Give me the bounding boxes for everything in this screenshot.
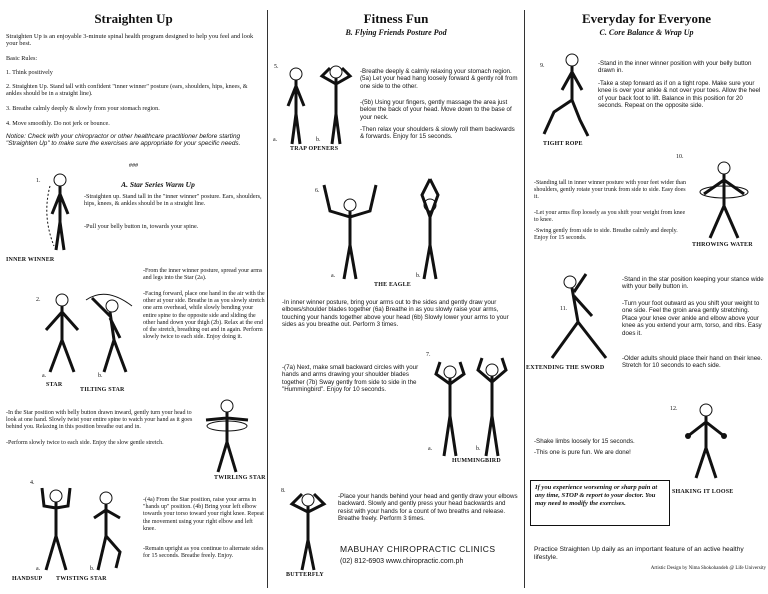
fig11-caption: EXTENDING THE SWORD (526, 365, 605, 371)
figure-number: 9. (540, 63, 545, 69)
figure-number: 8. (281, 488, 286, 494)
extending-the-sword-figure (540, 270, 620, 362)
fig12-text-1: -Shake limbs loosely for 15 seconds. (534, 438, 635, 445)
col2-title: Fitness Fun (363, 11, 429, 26)
col1-title: Straighten Up (94, 11, 173, 26)
fig6-caption: THE EAGLE (374, 282, 411, 288)
figure-number: 4. (30, 480, 35, 486)
fig3-caption: TWIRLING STAR (214, 475, 266, 481)
figure-number: 10. (676, 154, 684, 160)
fig6-text: -In inner winner posture, bring your arms out to the sides and gently draw your elbows/shoulder blades together (6a) Breathe in as you slowly raise your arms, touching your hands together above your head (6b) Slowly lower your arms to your sides as you breathe out. Perform 3 times. (282, 299, 509, 329)
fig3-text-2: -Perform slowly twice to each side. Enjoy the slow gentle stretch. (6, 440, 164, 446)
label-a: a. (273, 137, 278, 143)
warning-box (530, 480, 670, 526)
fig2-text-2: -Facing forward, place one hand in the air with the other at your side. Breathe in as you slowly stretch one arm overhead, while slowly bending your entire spine to the opposite side and sliding the other hand down your thigh (2b). Relax at the end of the stretch, breathing out and in again. Perform slowly twice to each side. Enjoy doing it. (143, 291, 265, 341)
rule-3: 3. Breathe calmly deeply & slowly from your stomach region. (6, 105, 160, 112)
label-b: b. (90, 566, 95, 572)
fig4-caption-a: HANDSUP (12, 576, 43, 582)
fig7-text: -(7a) Next, make small backward circles with your hands and arms drawing your shoulder blades together (7b) Sway gently from side to side in the "Hummingbird". Enjoy for 10 seconds. (282, 364, 419, 394)
fig9-caption: TIGHT ROPE (543, 141, 583, 147)
figure-number: 1. (36, 178, 41, 184)
credit-text: Artistic Design by Nima Shokohandeh @ Life University (650, 566, 766, 571)
star-figures (40, 290, 140, 375)
fig7-caption: HUMMINGBIRD (452, 458, 501, 464)
figure-number: 11. (560, 306, 568, 312)
the-eagle-figures (318, 175, 468, 283)
label-b: b. (98, 373, 103, 379)
fig10-text-3: -Swing gently from side to side. Breathe calmly and deeply. Enjoy for 15 seconds. (534, 228, 678, 242)
shaking-it-loose-figure (680, 400, 732, 480)
fig11-text-3: -Older adults should place their hand on their knee. Stretch for 10 seconds to each side. (622, 355, 763, 370)
fig11-text-2: -Turn your foot outward as you shift your weight to one side. Feel the groin area gently stretching. Place your knee over ankle and elbow above your knee as you extend your arm, torso, and ribs. Easy does it. (622, 300, 762, 337)
handsup-twisting-figures (36, 478, 136, 574)
fig3-text-1: -In the Star position with belly button drawn inward, gently turn your head to look at one hand. Slowly twist your entire spine to watch your hand as it goes behind you. Relaxing in this position breathe out and in. (6, 410, 193, 431)
fig1-text-2: -Pull your belly button in, towards your spine. (84, 223, 199, 230)
rule-4: 4. Move smoothly. Do not jerk or bounce. (6, 120, 110, 127)
col3-title: Everyday for Everyone (581, 11, 712, 26)
figure-number: 6. (315, 188, 320, 194)
fig9-text-2: -Take a step forward as if on a tight rope. Make sure your knee is over your ankle & not over your toes. Allow the heel of your back foot to lift. Balance in this position for 20 seconds. Repeat on the opposite side. (598, 80, 761, 110)
figure-number: 7. (426, 352, 431, 358)
fig10-text-1: -Standing tall in inner winner posture with your feet wider than shoulders, gently rotate your trunk from side to side. Easy does it. (534, 180, 686, 201)
fig5-caption: TRAP OPENERS (290, 146, 339, 152)
label-a: a. (331, 273, 336, 279)
fig1-caption: INNER WINNER (6, 257, 55, 263)
column-divider (267, 10, 268, 588)
label-b: b. (316, 137, 321, 143)
notice-text: Notice: Check with your chiropractor or other healthcare practitioner before starting "Straighten Up" to make sure the exercises are appropriate for your specific needs. (6, 133, 241, 148)
closing-text: Practice Straighten Up daily as an important feature of an active healthy lifestyle. (534, 546, 744, 561)
fig4-caption-b: TWISTING STAR (56, 576, 107, 582)
label-b: b. (416, 273, 421, 279)
figure-number: 5. (274, 64, 279, 70)
fig10-text-2: -Let your arms flop loosely as you shift your weight from knee to knee. (534, 210, 686, 224)
trap-openers-figures (278, 58, 358, 146)
rule-2: 2. Straighten Up. Stand tall with confident "inner winner" posture (ears, shoulders, hips, knees, & ankles should be in a straight line). (6, 83, 248, 98)
label-a: a. (42, 373, 47, 379)
fig8-caption: BUTTERFLY (286, 572, 324, 578)
fig11-text-1: -Stand in the star position keeping your stance wide with your belly button in. (622, 276, 764, 291)
label-a: a. (36, 566, 41, 572)
col2-subtitle: B. Flying Friends Posture Pod (345, 28, 447, 37)
label-a: a. (428, 446, 433, 452)
tight-rope-figure (538, 50, 598, 138)
col3-subtitle: C. Core Balance & Wrap Up (599, 28, 694, 37)
throwing-water-figure (694, 160, 754, 240)
fig8-text: -Place your hands behind your head and gently draw your elbows backward. Slowly and gently press your head backwards and resist with your hands for a count of two breaths and release. Breathe freely. Perform 3 times. (338, 493, 518, 523)
fig4-text-1: -(4a) From the Star position, raise your arms in "hands up" position. (4b) Bring your left elbow towards your torso toward your right knee. Repeat the movement using your right elbow and left knee. (143, 497, 264, 532)
warning-text: If you experience worsening or sharp pain at any time, STOP & report to your doctor. You may need to modify the exercises. (535, 484, 658, 507)
fig1-text-1: -Straighten up. Stand tall in the "inner winner" posture. Ears, shoulders, hips, knees, & ankles should be in a straight line. (84, 193, 262, 208)
fig5-text-3: -Then relax your shoulders & slowly roll them backwards & forwards. Enjoy for 15 seconds. (360, 126, 515, 141)
fig12-text-2: -This one is pure fun. We are done! (534, 449, 631, 456)
fig10-caption: THROWING WATER (692, 242, 753, 248)
fig5-text-2: -(5b) Using your fingers, gently massage the area just below the back of your head. Move down to the base of your neck. (360, 99, 512, 121)
clinic-contact: (02) 812-6903 www.chiropractic.com.ph (340, 558, 464, 565)
inner-winner-figure (40, 172, 80, 252)
figure-number: 2. (36, 297, 41, 303)
hummingbird-figures (428, 350, 518, 460)
fig9-text-1: -Stand in the inner winner position with your belly button drawn in. (598, 60, 752, 75)
figure-number: 12. (670, 406, 678, 412)
fig5-text-1: -Breathe deeply & calmly relaxing your stomach region. (5a) Let your head hang loosely forward & gently roll from one side to the other. (360, 68, 518, 90)
divider-text: ### (128, 162, 139, 169)
fig2-caption-a: STAR (46, 382, 63, 388)
butterfly-figure (282, 486, 334, 572)
section-a-heading: A. Star Series Warm Up (121, 180, 195, 189)
fig2-caption-b: TILTING STAR (80, 387, 125, 393)
fig4-text-2: -Remain upright as you continue to alternate sides for 15 seconds. Breathe freely. Enjoy. (143, 546, 264, 560)
fig2-text-1: -From the inner winner posture, spread your arms and legs into the Star (2a). (143, 268, 263, 282)
fig12-caption: SHAKING IT LOOSE (672, 489, 734, 495)
rule-1: 1. Think positively (6, 69, 53, 76)
intro-text: Straighten Up is an enjoyable 3-minute spinal health program designed to help you feel and look your best. (6, 33, 254, 48)
column-divider (524, 10, 525, 588)
clinic-name: MABUHAY CHIROPRACTIC CLINICS (340, 544, 496, 554)
label-b: b. (476, 446, 481, 452)
twirling-star-figure (200, 398, 255, 473)
basic-rules-label: Basic Rules: (6, 55, 38, 62)
